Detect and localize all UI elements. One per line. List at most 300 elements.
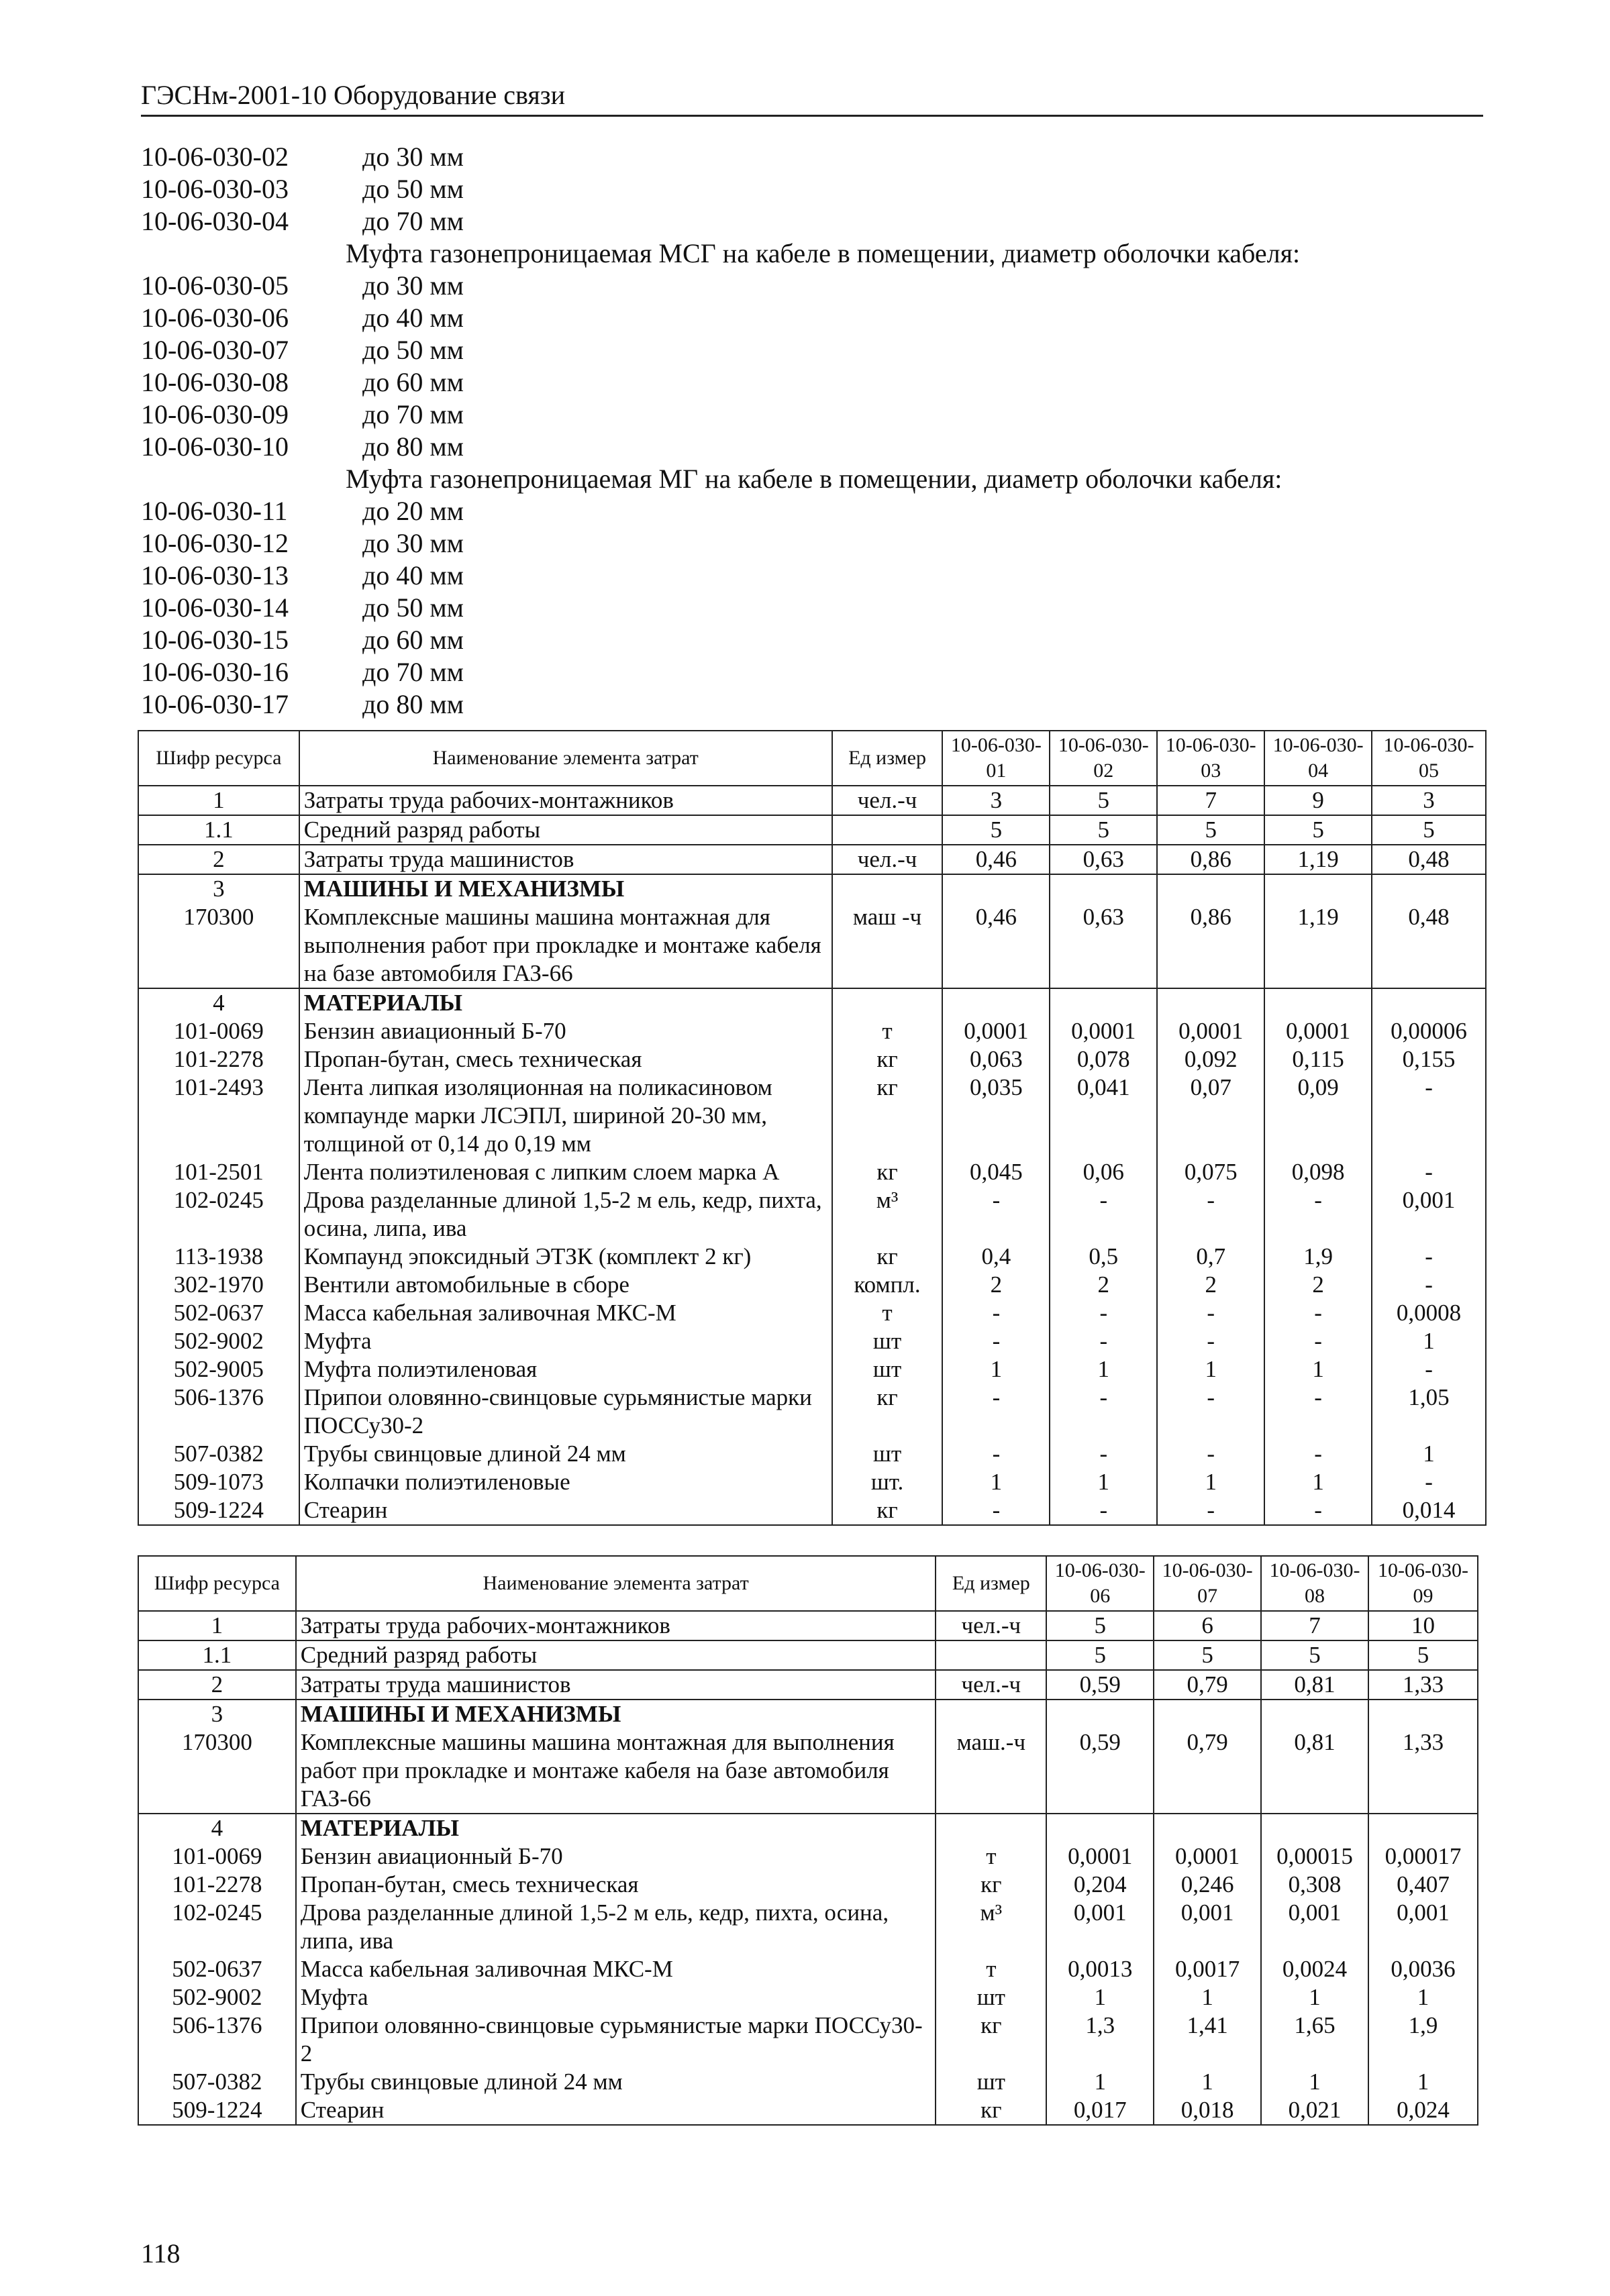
- table-row: [138, 1670, 1478, 1700]
- table-cell: Затраты труда рабочих-монтажников: [299, 786, 832, 815]
- table-cell: кг: [936, 2012, 1046, 2068]
- table-cell: -: [1372, 1158, 1486, 1186]
- table-cell: 509-1073: [138, 1468, 299, 1496]
- table-cell: кг: [832, 1074, 943, 1158]
- table-cell: 0,001: [1372, 1186, 1486, 1243]
- code-label: до 80 мм: [362, 689, 464, 719]
- table-cell: 2: [1050, 1271, 1157, 1299]
- table-cell: [1050, 874, 1157, 903]
- table-cell: -: [1157, 1299, 1264, 1327]
- table-cell: 0,59: [1046, 1670, 1154, 1700]
- page-number: 118: [141, 2238, 181, 2268]
- table-cell: чел.-ч: [832, 845, 943, 874]
- table-cell: Затраты труда машинистов: [296, 1670, 936, 1700]
- table-cell: 4: [138, 988, 299, 1017]
- table-cell: 0,0001: [1154, 1842, 1261, 1871]
- table-cell: 2: [942, 1271, 1050, 1299]
- table-cell: 1: [1372, 1327, 1486, 1355]
- table-cell: 5: [1261, 1640, 1368, 1670]
- table-cell: -: [1050, 1299, 1157, 1327]
- table-cell: 5: [1046, 1640, 1154, 1670]
- table-cell: 0,021: [1261, 2096, 1368, 2125]
- table-cell: 0,0013: [1046, 1955, 1154, 1983]
- table-cell: 0,79: [1154, 1728, 1261, 1814]
- column-header: 10-06-030-06: [1046, 1556, 1154, 1611]
- table-cell: МАТЕРИАЛЫ: [299, 988, 832, 1017]
- table-row: [138, 2012, 1478, 2068]
- table-cell: 1,3: [1046, 2012, 1154, 2068]
- code-label: до 30 мм: [362, 270, 464, 301]
- table-cell: 0,0008: [1372, 1299, 1486, 1327]
- code-label: до 80 мм: [362, 431, 464, 462]
- table-cell: кг: [832, 1243, 943, 1271]
- table-cell: 1: [1261, 1983, 1368, 2012]
- table-row: [138, 845, 1486, 874]
- table-cell: 5: [1046, 1611, 1154, 1640]
- table-cell: [942, 874, 1050, 903]
- table-cell: -: [942, 1327, 1050, 1355]
- table-cell: Дрова разделанные длиной 1,5-2 м ель, кедр, пихта, осина, липа, ива: [299, 1186, 832, 1243]
- code: 10-06-030-16: [141, 657, 289, 687]
- table-cell: кг: [936, 1871, 1046, 1899]
- table-cell: Колпачки полиэтиленовые: [299, 1468, 832, 1496]
- table-cell: 506-1376: [138, 1384, 299, 1440]
- table-cell: -: [1157, 1327, 1264, 1355]
- table-cell: 0,00017: [1368, 1842, 1478, 1871]
- table-cell: -: [1264, 1384, 1372, 1440]
- column-header: 10-06-030-03: [1157, 731, 1264, 786]
- table-cell: [942, 988, 1050, 1017]
- table-cell: 0,79: [1154, 1670, 1261, 1700]
- code-label: до 30 мм: [362, 142, 464, 172]
- table-cell: 9: [1264, 786, 1372, 815]
- table-cell: 0,204: [1046, 1871, 1154, 1899]
- table-cell: Муфта полиэтиленовая: [299, 1355, 832, 1384]
- code-label: до 60 мм: [362, 625, 464, 655]
- table-cell: 0,001: [1368, 1899, 1478, 1955]
- table-row: [138, 1243, 1486, 1271]
- table-cell: -: [942, 1186, 1050, 1243]
- table-cell: -: [1372, 1468, 1486, 1496]
- table-row: [138, 1496, 1486, 1525]
- table-cell: 1,41: [1154, 2012, 1261, 2068]
- table-cell: 1,33: [1368, 1670, 1478, 1700]
- table-cell: 101-2493: [138, 1074, 299, 1158]
- table-cell: 0,018: [1154, 2096, 1261, 2125]
- table-cell: [1264, 988, 1372, 1017]
- column-header: Ед измер: [832, 731, 943, 786]
- table-row: [138, 1899, 1478, 1955]
- table-cell: 1: [1050, 1468, 1157, 1496]
- table-cell: 0,001: [1154, 1899, 1261, 1955]
- table-cell: Масса кабельная заливочная МКС-М: [296, 1955, 936, 1983]
- table-cell: т: [832, 1299, 943, 1327]
- table-cell: 5: [1157, 815, 1264, 845]
- table-cell: Стеарин: [299, 1496, 832, 1525]
- table-cell: Вентили автомобильные в сборе: [299, 1271, 832, 1299]
- code-label: до 50 мм: [362, 174, 464, 204]
- table-cell: 5: [1050, 786, 1157, 815]
- table-cell: 0,115: [1264, 1045, 1372, 1074]
- code-row: [141, 366, 1490, 399]
- table-cell: м³: [832, 1186, 943, 1243]
- column-header: Ед измер: [936, 1556, 1046, 1611]
- code: 10-06-030-14: [141, 592, 289, 623]
- table-cell: Муфта: [296, 1983, 936, 2012]
- table-cell: Пропан-бутан, смесь техническая: [299, 1045, 832, 1074]
- table-cell: 0,041: [1050, 1074, 1157, 1158]
- table-cell: кг: [832, 1384, 943, 1440]
- table-cell: -: [1157, 1384, 1264, 1440]
- table-cell: 0,024: [1368, 2096, 1478, 2125]
- table-cell: шт: [936, 1983, 1046, 2012]
- table-cell: [936, 1700, 1046, 1728]
- table-cell: 7: [1261, 1611, 1368, 1640]
- table-cell: 1: [1154, 1983, 1261, 2012]
- table-cell: 0,014: [1372, 1496, 1486, 1525]
- table-cell: 101-2278: [138, 1045, 299, 1074]
- table-cell: 1: [1046, 1983, 1154, 2012]
- table-cell: -: [1372, 1074, 1486, 1158]
- table-cell: -: [942, 1440, 1050, 1468]
- table-cell: 0,0001: [1264, 1017, 1372, 1045]
- code-row: [141, 270, 1490, 302]
- code: 10-06-030-15: [141, 625, 289, 655]
- table-row: [138, 786, 1486, 815]
- section-title: Муфта газонепроницаемая МСГ на кабеле в помещении, диаметр оболочки кабеля:: [346, 238, 1301, 268]
- table-cell: 2: [1264, 1271, 1372, 1299]
- table-cell: 0,48: [1372, 845, 1486, 874]
- table-cell: 5: [1368, 1640, 1478, 1670]
- table-cell: -: [1372, 1243, 1486, 1271]
- table-cell: 6: [1154, 1611, 1261, 1640]
- table-cell: 502-9005: [138, 1355, 299, 1384]
- table-cell: кг: [832, 1045, 943, 1074]
- code: 10-06-030-12: [141, 528, 289, 558]
- table-cell: МАТЕРИАЛЫ: [296, 1814, 936, 1842]
- table-cell: 0,81: [1261, 1670, 1368, 1700]
- table-cell: Затраты труда машинистов: [299, 845, 832, 874]
- table-cell: 1,65: [1261, 2012, 1368, 2068]
- table-row: [138, 1728, 1478, 1814]
- column-header: 10-06-030-01: [942, 731, 1050, 786]
- table-cell: маш -ч: [832, 903, 943, 988]
- code-row: [141, 527, 1490, 560]
- table-cell: шт: [832, 1440, 943, 1468]
- table-cell: 7: [1157, 786, 1264, 815]
- table-cell: [1372, 874, 1486, 903]
- table-cell: 1: [1372, 1440, 1486, 1468]
- table-row: [138, 1327, 1486, 1355]
- table-cell: 5: [942, 815, 1050, 845]
- table-cell: 502-0637: [138, 1955, 296, 1983]
- table-cell: Припои оловянно-свинцовые сурьмянистые марки ПОССу30-2: [299, 1384, 832, 1440]
- table-row: [138, 903, 1486, 988]
- code-row: [141, 560, 1490, 592]
- table-cell: 0,001: [1261, 1899, 1368, 1955]
- code: 10-06-030-05: [141, 270, 289, 301]
- table-cell: 502-9002: [138, 1983, 296, 2012]
- code-label: до 30 мм: [362, 528, 464, 558]
- table-cell: 10: [1368, 1611, 1478, 1640]
- table-cell: 0,48: [1372, 903, 1486, 988]
- code-row: [141, 688, 1490, 721]
- table-cell: кг: [832, 1158, 943, 1186]
- code: 10-06-030-06: [141, 303, 289, 333]
- table-cell: 1: [1261, 2068, 1368, 2096]
- table-cell: кг: [936, 2096, 1046, 2125]
- table-row: [138, 1355, 1486, 1384]
- table-cell: 0,59: [1046, 1728, 1154, 1814]
- column-header: Наименование элемента затрат: [296, 1556, 936, 1611]
- table-cell: [1154, 1700, 1261, 1728]
- table-cell: 506-1376: [138, 2012, 296, 2068]
- table-cell: 101-0069: [138, 1017, 299, 1045]
- column-header: Шифр ресурса: [138, 1556, 296, 1611]
- table-cell: 0,5: [1050, 1243, 1157, 1271]
- table-cell: 5: [1264, 815, 1372, 845]
- column-header: 10-06-030-05: [1372, 731, 1486, 786]
- table-cell: 0,09: [1264, 1074, 1372, 1158]
- table-cell: -: [1264, 1186, 1372, 1243]
- table-cell: 1,19: [1264, 903, 1372, 988]
- table-cell: -: [1050, 1186, 1157, 1243]
- table-cell: [1046, 1700, 1154, 1728]
- table-cell: 0,246: [1154, 1871, 1261, 1899]
- table-cell: 0,0024: [1261, 1955, 1368, 1983]
- code-row: [141, 173, 1490, 205]
- code-row: [141, 656, 1490, 688]
- table-cell: м³: [936, 1899, 1046, 1955]
- table-cell: т: [936, 1842, 1046, 1871]
- table-cell: маш.-ч: [936, 1728, 1046, 1814]
- code-row: [141, 141, 1490, 173]
- code-label: до 50 мм: [362, 335, 464, 365]
- table-cell: 0,0017: [1154, 1955, 1261, 1983]
- table-cell: 3: [1372, 786, 1486, 815]
- table-cell: компл.: [832, 1271, 943, 1299]
- table-cell: 170300: [138, 903, 299, 988]
- table-row: [138, 1384, 1486, 1440]
- table-row: [138, 1814, 1478, 1842]
- table-cell: [1261, 1814, 1368, 1842]
- table-cell: [936, 1814, 1046, 1842]
- code: 10-06-030-03: [141, 174, 289, 204]
- table-cell: -: [942, 1299, 1050, 1327]
- table-cell: Пропан-бутан, смесь техническая: [296, 1871, 936, 1899]
- table-row: [138, 1440, 1486, 1468]
- table-cell: -: [942, 1384, 1050, 1440]
- page-title: ГЭСНм-2001-10 Оборудование связи: [141, 80, 565, 110]
- code: 10-06-030-04: [141, 206, 289, 236]
- table-cell: 1: [1264, 1355, 1372, 1384]
- table-cell: Комплексные машины машина монтажная для выполнения работ при прокладке и монтаже кабеля на базе автомобиля ГАЗ-66: [296, 1728, 936, 1814]
- table-row: [138, 1955, 1478, 1983]
- code: 10-06-030-13: [141, 560, 289, 590]
- table-cell: 302-1970: [138, 1271, 299, 1299]
- table-cell: -: [1157, 1496, 1264, 1525]
- code-row: [141, 495, 1490, 527]
- column-header: 10-06-030-02: [1050, 731, 1157, 786]
- table-cell: Комплексные машины машина монтажная для выполнения работ при прокладке и монтаже кабеля на базе автомобиля ГАЗ-66: [299, 903, 832, 988]
- table-row: [138, 2096, 1478, 2125]
- code-label: до 20 мм: [362, 496, 464, 526]
- code: 10-06-030-02: [141, 142, 289, 172]
- code-row: [141, 205, 1490, 238]
- table-cell: 0,078: [1050, 1045, 1157, 1074]
- table-cell: 0,0001: [1046, 1842, 1154, 1871]
- table-cell: 1.1: [138, 1640, 296, 1670]
- resource-table-2: [138, 1555, 1478, 2126]
- table-row: [138, 1611, 1478, 1640]
- code: 10-06-030-17: [141, 689, 289, 719]
- table-cell: 4: [138, 1814, 296, 1842]
- table-cell: 101-0069: [138, 1842, 296, 1871]
- table-cell: 102-0245: [138, 1899, 296, 1955]
- table-cell: 0,155: [1372, 1045, 1486, 1074]
- table-cell: -: [1372, 1355, 1486, 1384]
- table-row: [138, 988, 1486, 1017]
- table-cell: [1157, 874, 1264, 903]
- page-header: [141, 79, 1483, 117]
- table-cell: 5: [1372, 815, 1486, 845]
- table-row: [138, 1158, 1486, 1186]
- table-cell: [832, 988, 943, 1017]
- table-cell: 0,092: [1157, 1045, 1264, 1074]
- table-cell: -: [1157, 1186, 1264, 1243]
- table-header-row: [138, 1556, 1478, 1611]
- table-cell: 1: [1050, 1355, 1157, 1384]
- table-cell: Трубы свинцовые длиной 24 мм: [296, 2068, 936, 2096]
- table-cell: [1154, 1814, 1261, 1842]
- table-cell: 1: [1154, 2068, 1261, 2096]
- table-row: [138, 1271, 1486, 1299]
- table-cell: -: [1050, 1496, 1157, 1525]
- table-row: [138, 1700, 1478, 1728]
- code-label: до 70 мм: [362, 206, 464, 236]
- table-cell: 2: [1157, 1271, 1264, 1299]
- table-cell: -: [1264, 1496, 1372, 1525]
- table-cell: Лента липкая изоляционная на поликасиновом компаунде марки ЛСЭПЛ, шириной 20-30 мм, толщиной от 0,14 до 0,19 мм: [299, 1074, 832, 1158]
- column-header: Наименование элемента затрат: [299, 731, 832, 786]
- table-cell: [936, 1640, 1046, 1670]
- table-cell: 0,81: [1261, 1728, 1368, 1814]
- table-cell: МАШИНЫ И МЕХАНИЗМЫ: [296, 1700, 936, 1728]
- table-header-row: [138, 731, 1486, 786]
- table-cell: 507-0382: [138, 1440, 299, 1468]
- code: 10-06-030-11: [141, 496, 288, 526]
- table-cell: -: [1264, 1327, 1372, 1355]
- table-cell: 113-1938: [138, 1243, 299, 1271]
- table-cell: -: [1050, 1327, 1157, 1355]
- table-row: [138, 1045, 1486, 1074]
- code-row: [141, 302, 1490, 334]
- table-cell: [832, 874, 943, 903]
- table-cell: Средний разряд работы: [296, 1640, 936, 1670]
- table-cell: [1046, 1814, 1154, 1842]
- table-cell: 5: [1154, 1640, 1261, 1670]
- code-list: [141, 141, 1490, 721]
- table-cell: кг: [832, 1496, 943, 1525]
- table-cell: 1,05: [1372, 1384, 1486, 1440]
- table-cell: 0,4: [942, 1243, 1050, 1271]
- table-cell: шт: [936, 2068, 1046, 2096]
- table-cell: Бензин авиационный Б-70: [296, 1842, 936, 1871]
- code-label: до 40 мм: [362, 560, 464, 590]
- code: 10-06-030-08: [141, 367, 289, 397]
- table-row: [138, 1017, 1486, 1045]
- table-row: [138, 815, 1486, 845]
- code-label: до 70 мм: [362, 399, 464, 429]
- code-label: до 70 мм: [362, 657, 464, 687]
- table-row: [138, 1299, 1486, 1327]
- table-cell: т: [832, 1017, 943, 1045]
- table-cell: [1372, 988, 1486, 1017]
- table-cell: 1: [1368, 2068, 1478, 2096]
- table-cell: Трубы свинцовые длиной 24 мм: [299, 1440, 832, 1468]
- table-cell: 1: [1368, 1983, 1478, 2012]
- column-header: 10-06-030-07: [1154, 1556, 1261, 1611]
- table-row: [138, 1468, 1486, 1496]
- table-cell: 1: [1046, 2068, 1154, 2096]
- table-cell: -: [1264, 1440, 1372, 1468]
- table-cell: 0,017: [1046, 2096, 1154, 2125]
- table-cell: чел.-ч: [832, 786, 943, 815]
- table-cell: чел.-ч: [936, 1670, 1046, 1700]
- table-cell: Бензин авиационный Б-70: [299, 1017, 832, 1045]
- table-cell: 1,33: [1368, 1728, 1478, 1814]
- table-cell: 0,86: [1157, 845, 1264, 874]
- table-cell: Масса кабельная заливочная МКС-М: [299, 1299, 832, 1327]
- table-cell: 509-1224: [138, 2096, 296, 2125]
- table-row: [138, 1871, 1478, 1899]
- table-cell: [1264, 874, 1372, 903]
- table-row: [138, 874, 1486, 903]
- table-cell: 2: [138, 1670, 296, 1700]
- table-row: [138, 1983, 1478, 2012]
- table-cell: 1: [942, 1355, 1050, 1384]
- table-cell: Затраты труда рабочих-монтажников: [296, 1611, 936, 1640]
- table-cell: 101-2278: [138, 1871, 296, 1899]
- table-cell: 1: [138, 1611, 296, 1640]
- table-row: [138, 2068, 1478, 2096]
- table-row: [138, 1186, 1486, 1243]
- table-cell: -: [1264, 1299, 1372, 1327]
- table-cell: 1,9: [1264, 1243, 1372, 1271]
- table-cell: 1: [1157, 1468, 1264, 1496]
- table-cell: 0,063: [942, 1045, 1050, 1074]
- code: 10-06-030-07: [141, 335, 289, 365]
- resource-table-1: [138, 730, 1487, 1526]
- table-cell: Дрова разделанные длиной 1,5-2 м ель, кедр, пихта, осина, липа, ива: [296, 1899, 936, 1955]
- table-cell: 0,0001: [1050, 1017, 1157, 1045]
- table-cell: шт.: [832, 1468, 943, 1496]
- table-cell: шт: [832, 1355, 943, 1384]
- table-cell: 0,00006: [1372, 1017, 1486, 1045]
- table-cell: 1: [1157, 1355, 1264, 1384]
- table-cell: 0,0001: [1157, 1017, 1264, 1045]
- table-cell: Стеарин: [296, 2096, 936, 2125]
- table-cell: 3: [138, 874, 299, 903]
- table-cell: 0,075: [1157, 1158, 1264, 1186]
- table-cell: -: [1050, 1384, 1157, 1440]
- code-row: [141, 624, 1490, 656]
- table-cell: [1157, 988, 1264, 1017]
- table-cell: 0,0036: [1368, 1955, 1478, 1983]
- table-cell: [1050, 988, 1157, 1017]
- table-cell: Средний разряд работы: [299, 815, 832, 845]
- table-cell: 1,19: [1264, 845, 1372, 874]
